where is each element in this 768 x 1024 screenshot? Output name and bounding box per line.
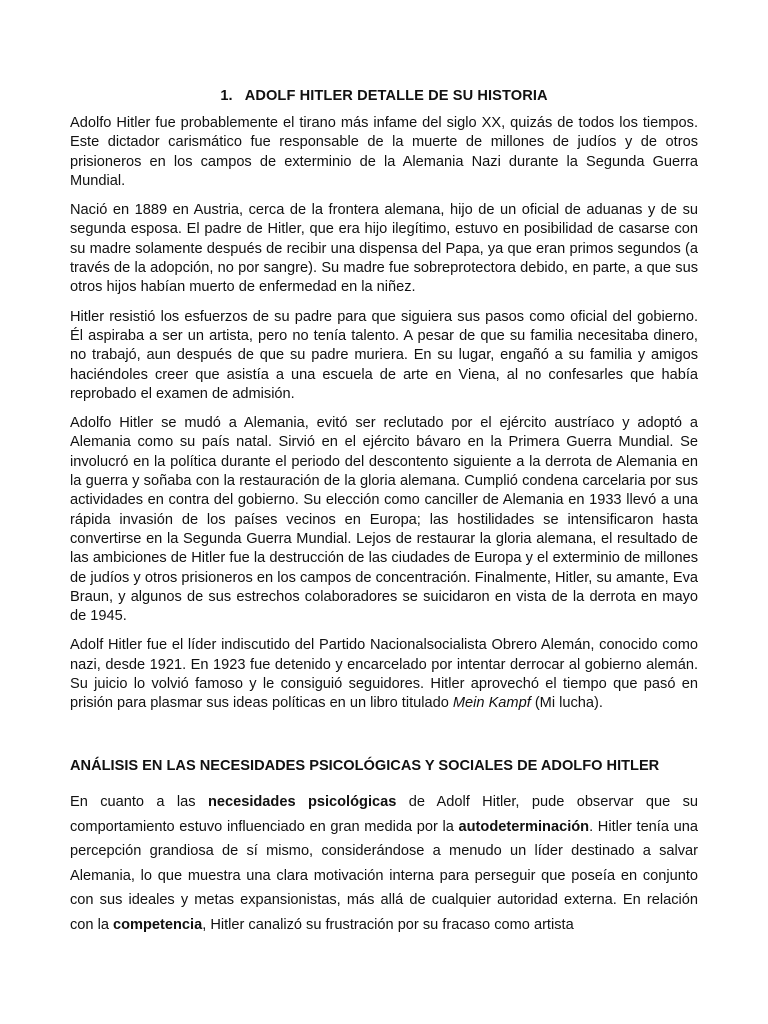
paragraph-youth: Hitler resistió los esfuerzos de su padre para que siguiera sus pasos como oficial del gobierno. Él aspiraba a ser un artista, pero no tenía talento. A pesar de que su familia necesitaba dinero, no trabajó, aun después de que su padre muriera. En su lugar, engañó a su familia y amigos haciéndoles creer que asistía a una escuela de arte en Viena, al no confesarles que había reprobado el examen de admisión. (70, 308, 698, 402)
paragraph-nazi-party-end: (Mi lucha). (530, 695, 603, 712)
paragraph-intro: Adolfo Hitler fue probablemente el tirano más infame del siglo XX, quizás de todos los tiempos. Este dictador carismático fue responsable de la muerte de millones de judíos y de otros prisioneros en los campos de exterminio de la Alemania Nazi durante la Segunda Guerra Mundial. (70, 115, 698, 189)
paragraph-analysis (70, 790, 698, 938)
paragraph-nazi-party-text: Adolf Hitler fue el líder indiscutido del Partido Nacionalsocialista Obrero Alemán, conocido como nazi, desde 1921. En 1923 fue detenido y encarcelado por intentar derrocar al gobierno alemán. Su juicio lo volvió famoso y le consiguió seguidores. Hitler aprovechó el tiempo que pasó en prisión para plasmar sus ideas políticas en un libro titulado (70, 637, 698, 712)
analysis-heading: ANÁLISIS EN LAS NECESIDADES PSICOLÓGICAS Y SOCIALES DE ADOLFO HITLER (70, 758, 660, 774)
book-title: Mein Kampf (452, 695, 531, 712)
paragraph-germany: Adolfo Hitler se mudó a Alemania, evitó ser reclutado por el ejército austríaco y adoptó a Alemania como su país natal. Sirvió en el ejército bávaro en la Primera Guerra Mundial. Se involucró en la política durante el periodo del descontento siguiente a la derrota de Alemania en la guerra y soñaba con la restauración de la gloria alemana. Cumplió condena carcelaria por sus actividades en contra del gobierno. Su elección como canciller de Alemania en 1933 llevó a una rápida invasión de los países vecinos en Europa; las hostilidades se intensificaron hasta convertirse en la Segunda Guerra Mundial. Lejos de restaurar la gloria alemana, el resultado de las ambiciones de Hitler fue la destrucción de las ciudades de Europa y el exterminio de millones de judíos y otros prisioneros en los campos de concentración. Finalmente, Hitler, su amante, Eva Braun, y algunos de sus estrechos colaboradores se suicidaron en vista de la derrota en mayo de 1945. (70, 415, 698, 625)
paragraph-birth: Nació en 1889 en Austria, cerca de la frontera alemana, hijo de un oficial de aduanas y de su segunda esposa. El padre de Hitler, que era hijo ilegítimo, estuvo en posibilidad de casarse con su madre solamente después de recibir una dispensa del Papa, ya que eran primos segundos (a través de la adopción, no por sangre). Su madre fue sobreprotectora debido, en parte, a que sus otros hijos habían muerto de enfermedad en la niñez. (70, 202, 698, 296)
section-analysis (70, 790, 698, 938)
term-psychological-needs: necesidades psicológicas (207, 794, 397, 810)
paragraph-nazi-party (70, 636, 698, 713)
analysis-text-1: En cuanto a las (70, 794, 208, 810)
section-number: 1. (220, 88, 233, 104)
term-competence: competencia (113, 916, 203, 933)
analysis-text-4: , Hitler canalizó su frustración por su fracaso como artista (202, 916, 574, 933)
term-self-determination: autodeterminación (458, 818, 590, 835)
section-title-text: ADOLF HITLER DETALLE DE SU HISTORIA (244, 88, 548, 104)
section-title (70, 86, 698, 106)
analysis-text-3: . Hitler tenía una percepción grandiosa de sí mismo, considerándose a menudo un líder destinado a salvar Alemania, lo que muestra una clara motivación interna para perseguir que poseía en conjunto con sus ideales y metas expansionistas, más allá de cualquier autoridad externa. En relación con la (70, 818, 698, 933)
analysis-text-2: de Adolf Hitler, pude observar que su comportamiento estuvo influenciado en gran medida por la (70, 794, 698, 835)
section-history (70, 86, 698, 724)
